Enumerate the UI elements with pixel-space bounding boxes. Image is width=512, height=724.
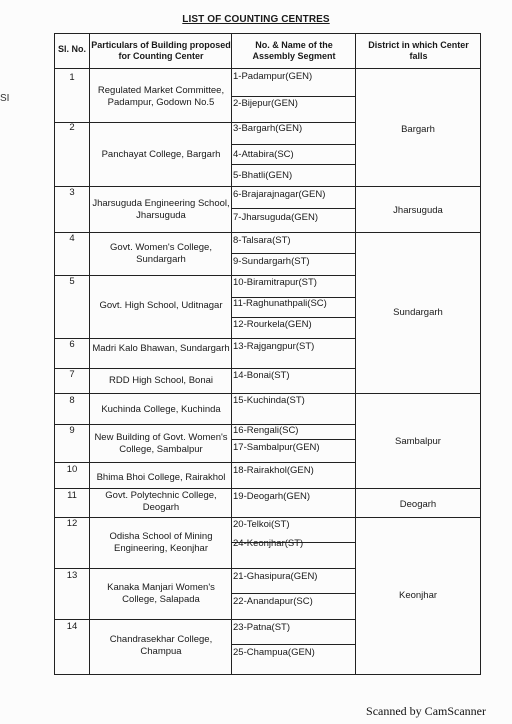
row-divider bbox=[55, 619, 355, 620]
sl-number: 10 bbox=[66, 464, 78, 475]
segment-divider bbox=[231, 96, 355, 97]
assembly-segment: 20-Telkoi(ST) bbox=[233, 519, 290, 530]
building-name: Odisha School of Mining Engineering, Keonjhar bbox=[109, 531, 213, 554]
district-name: Keonjhar bbox=[398, 590, 438, 601]
assembly-segment: 25-Champua(GEN) bbox=[233, 647, 315, 658]
header-building: Particulars of Building proposed for Counting Center bbox=[91, 40, 231, 61]
sl-number: 5 bbox=[69, 276, 75, 287]
segment-divider bbox=[231, 593, 355, 594]
building-name: Kanaka Manjari Women's College, Salapada bbox=[107, 582, 215, 605]
segment-divider bbox=[231, 144, 355, 145]
sl-number: 2 bbox=[69, 122, 75, 133]
assembly-segment: 17-Sambalpur(GEN) bbox=[233, 442, 320, 453]
building-name: RDD High School, Bonai bbox=[108, 375, 214, 386]
row-divider bbox=[55, 517, 480, 518]
building-name: Bhima Bhoi College, Rairakhol bbox=[96, 472, 226, 483]
segment-divider bbox=[231, 644, 355, 645]
assembly-segment: 21-Ghasipura(GEN) bbox=[233, 571, 318, 582]
district-name: Bargarh bbox=[401, 124, 435, 135]
sl-number: 14 bbox=[66, 621, 78, 632]
row-divider bbox=[55, 393, 480, 394]
sl-number: 13 bbox=[66, 570, 78, 581]
row-divider bbox=[55, 338, 355, 339]
row-divider bbox=[55, 68, 480, 69]
header-district: District in which Center falls bbox=[368, 40, 469, 61]
scanner-watermark: Scanned by CamScanner bbox=[366, 704, 486, 718]
sl-number: 12 bbox=[66, 518, 78, 529]
sl-number: 4 bbox=[69, 233, 75, 244]
sl-number: 3 bbox=[69, 187, 75, 198]
row-divider bbox=[55, 122, 355, 123]
sl-number: 9 bbox=[69, 425, 75, 436]
assembly-segment: 24-Keonjhar(ST) bbox=[233, 538, 304, 549]
assembly-segment: 5-Bhatli(GEN) bbox=[233, 170, 293, 181]
assembly-segment: 13-Rajgangpur(ST) bbox=[233, 341, 315, 352]
segment-divider bbox=[231, 253, 355, 254]
building-name: Jharsuguda Engineering School, Jharsuguda bbox=[92, 198, 230, 221]
sl-number: 7 bbox=[69, 369, 75, 380]
assembly-segment: 9-Sundargarh(ST) bbox=[233, 256, 310, 267]
assembly-segment: 2-Bijepur(GEN) bbox=[233, 98, 298, 109]
assembly-segment: 11-Raghunathpali(SC) bbox=[233, 298, 327, 309]
margin-mark: SI bbox=[0, 93, 10, 104]
assembly-segment: 12-Rourkela(GEN) bbox=[233, 319, 312, 330]
page-title: LIST OF COUNTING CENTRES bbox=[182, 14, 330, 25]
assembly-segment: 3-Bargarh(GEN) bbox=[233, 123, 303, 134]
row-divider bbox=[55, 488, 480, 489]
header-assembly: No. & Name of the Assembly Segment bbox=[252, 40, 336, 61]
assembly-segment: 16-Rengali(SC) bbox=[233, 425, 299, 436]
district-name: Jharsuguda bbox=[393, 205, 443, 216]
assembly-segment: 10-Biramitrapur(ST) bbox=[233, 277, 317, 288]
assembly-segment: 4-Attabira(SC) bbox=[233, 149, 294, 160]
assembly-segment: 8-Talsara(ST) bbox=[233, 235, 291, 246]
segment-divider bbox=[231, 208, 355, 209]
row-divider bbox=[55, 368, 355, 369]
row-divider bbox=[55, 186, 480, 187]
assembly-segment: 15-Kuchinda(ST) bbox=[233, 395, 305, 406]
assembly-segment: 19-Deogarh(GEN) bbox=[233, 491, 311, 502]
building-name: Govt. Women's College, Sundargarh bbox=[110, 242, 212, 265]
building-name: Madri Kalo Bhawan, Sundargarh bbox=[92, 343, 230, 354]
building-name: Regulated Market Committee, Padampur, Godown No.5 bbox=[97, 85, 225, 108]
row-divider bbox=[55, 424, 355, 425]
district-name: Sambalpur bbox=[395, 436, 441, 447]
segment-divider bbox=[231, 439, 355, 440]
sl-number: 1 bbox=[69, 72, 75, 83]
row-divider bbox=[55, 232, 480, 233]
building-name: New Building of Govt. Women's College, Sambalpur bbox=[94, 432, 228, 455]
building-name: Kuchinda College, Kuchinda bbox=[101, 404, 221, 415]
building-name: Panchayat College, Bargarh bbox=[101, 149, 221, 160]
sl-number: 8 bbox=[69, 395, 75, 406]
building-name: Govt. High School, Uditnagar bbox=[99, 300, 223, 311]
counting-centres-table bbox=[54, 33, 481, 675]
sl-number: 6 bbox=[69, 339, 75, 350]
column-divider bbox=[89, 34, 90, 674]
column-divider bbox=[231, 34, 232, 674]
building-name: Chandrasekhar College, Champua bbox=[109, 634, 213, 657]
district-name: Sundargarh bbox=[393, 307, 443, 318]
row-divider bbox=[55, 462, 355, 463]
building-name: Govt. Polytechnic College, Deogarh bbox=[105, 490, 217, 513]
sl-number: 11 bbox=[67, 490, 77, 501]
district-name: Deogarh bbox=[399, 499, 437, 510]
row-divider bbox=[55, 275, 355, 276]
assembly-segment: 22-Anandapur(SC) bbox=[233, 596, 313, 607]
segment-divider bbox=[231, 164, 355, 165]
assembly-segment: 14-Bonai(ST) bbox=[233, 370, 290, 381]
assembly-segment: 23-Patna(ST) bbox=[233, 622, 291, 633]
assembly-segment: 6-Brajarajnagar(GEN) bbox=[233, 189, 326, 200]
header-sl-no: Sl. No. bbox=[57, 44, 86, 54]
assembly-segment: 18-Rairakhol(GEN) bbox=[233, 465, 314, 476]
assembly-segment: 1-Padampur(GEN) bbox=[233, 71, 313, 82]
assembly-segment: 7-Jharsuguda(GEN) bbox=[233, 212, 319, 223]
row-divider bbox=[55, 568, 355, 569]
segment-divider bbox=[231, 317, 355, 318]
